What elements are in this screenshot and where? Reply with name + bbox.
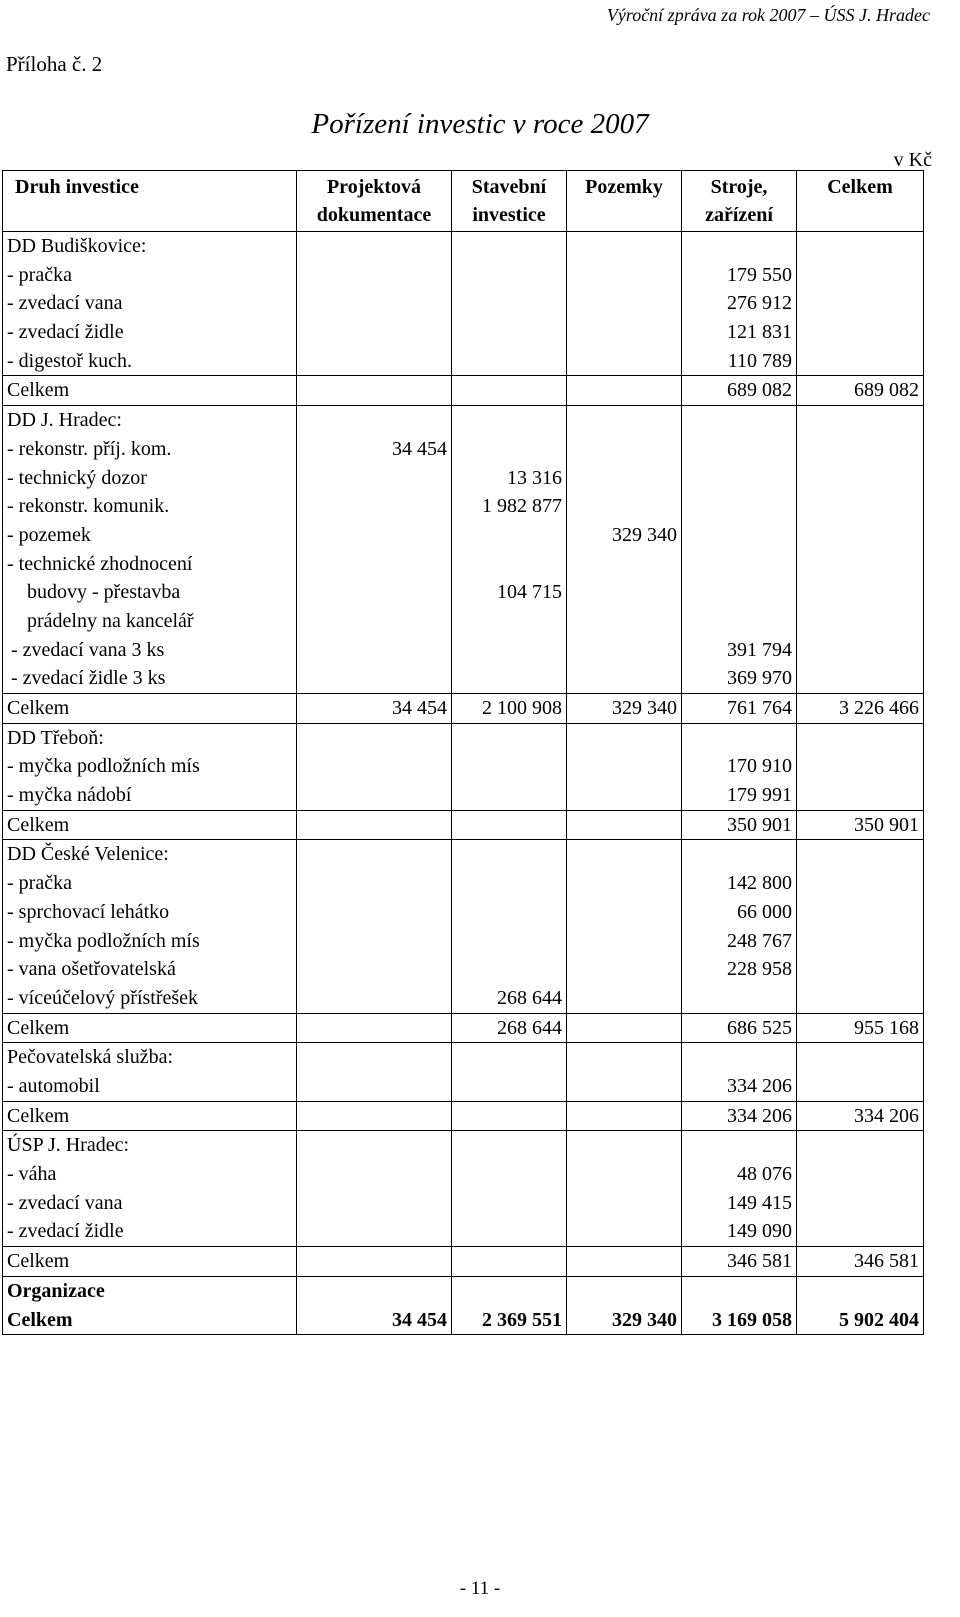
item-value — [301, 578, 447, 607]
value-cell-pozemky — [567, 840, 682, 1013]
section-total-row — [3, 694, 924, 724]
section-row — [3, 232, 924, 376]
item-value — [301, 289, 447, 318]
item-value: 268 644 — [497, 986, 562, 1009]
total-label: Celkem — [3, 1101, 297, 1131]
total-celkem: 689 082 — [797, 376, 924, 406]
item-value — [301, 984, 447, 1013]
total-projekt — [297, 1101, 452, 1131]
total-celkem: 350 901 — [797, 810, 924, 840]
item-value — [456, 550, 562, 579]
item-value: 179 991 — [727, 784, 792, 807]
item-value — [571, 347, 677, 376]
item-label: - pozemek — [7, 523, 91, 546]
item-value — [686, 607, 792, 636]
item-label: - automobil — [7, 1075, 100, 1097]
item-value — [456, 289, 562, 318]
item-value — [456, 869, 562, 898]
item-label: - rekonstr. komunik. — [7, 495, 170, 518]
section-label-cell — [3, 723, 297, 810]
item-value — [571, 435, 677, 464]
value-cell-celkem — [797, 840, 924, 1013]
item-value: 391 794 — [727, 638, 792, 661]
item-value — [571, 752, 677, 781]
item-value — [571, 1072, 677, 1101]
item-value — [456, 347, 562, 376]
section-name: DD Třeboň: — [7, 726, 104, 749]
section-row — [3, 1131, 924, 1247]
item-label: - technické zhodnocení — [7, 552, 193, 575]
item-value — [456, 1072, 562, 1101]
section-name: DD J. Hradec: — [7, 409, 122, 432]
section-row — [3, 406, 924, 694]
item-value — [301, 1072, 447, 1101]
item-value — [301, 752, 447, 781]
item-value — [686, 435, 792, 464]
total-stavebni — [452, 810, 567, 840]
item-value — [456, 636, 562, 665]
item-label: prádelny na kancelář — [27, 609, 194, 632]
item-value — [571, 492, 677, 521]
value-cell-stavebni — [452, 723, 567, 810]
item-value — [571, 464, 677, 493]
item-value — [456, 1160, 562, 1189]
investment-table — [2, 170, 924, 1335]
item-value: 228 958 — [727, 958, 792, 981]
total-projekt — [297, 810, 452, 840]
item-value — [571, 781, 677, 810]
item-value: 329 340 — [612, 523, 677, 546]
item-label: - sprchovací lehátko — [7, 900, 170, 923]
total-projekt: 34 454 — [297, 694, 452, 724]
total-pozemky — [567, 1013, 682, 1043]
value-cell-projekt — [297, 406, 452, 694]
item-value: 149 415 — [727, 1191, 792, 1214]
section-row — [3, 840, 924, 1013]
item-value — [571, 636, 677, 665]
section-label-cell — [3, 406, 297, 694]
value-cell-strojni — [682, 840, 797, 1013]
item-value: 34 454 — [392, 437, 447, 460]
item-value: 276 912 — [727, 292, 792, 315]
item-value — [571, 318, 677, 347]
item-label: - pračka — [7, 263, 72, 286]
item-label: - zvedací vana — [7, 1191, 123, 1214]
item-value — [456, 898, 562, 927]
total-label: Celkem — [3, 1247, 297, 1277]
currency-label: v Kč — [893, 149, 932, 171]
value-cell-pozemky — [567, 232, 682, 376]
value-cell-stavebni — [452, 840, 567, 1013]
total-pozemky: 329 340 — [567, 694, 682, 724]
item-value — [571, 289, 677, 318]
item-value — [301, 927, 447, 956]
item-value: 369 970 — [727, 667, 792, 690]
item-value — [301, 464, 447, 493]
section-label-cell — [3, 232, 297, 376]
total-stavebni: 2 100 908 — [452, 694, 567, 724]
item-value — [301, 347, 447, 376]
section-total-row — [3, 1101, 924, 1131]
item-value — [456, 781, 562, 810]
item-value: 110 789 — [727, 349, 792, 372]
item-value — [686, 578, 792, 607]
item-value — [301, 521, 447, 550]
table-body — [3, 232, 924, 1335]
value-cell-stavebni — [452, 1043, 567, 1101]
item-value — [456, 1189, 562, 1218]
item-value — [456, 435, 562, 464]
section-name: Pečovatelská služba: — [7, 1046, 174, 1069]
section-total-row — [3, 810, 924, 840]
total-stavebni — [452, 1101, 567, 1131]
total-projekt — [297, 376, 452, 406]
table-header-row — [3, 171, 924, 232]
item-value: 170 910 — [727, 755, 792, 778]
item-label: - zvedací židle — [7, 321, 124, 344]
grand-total-pozemky: 329 340 — [567, 1276, 682, 1334]
item-value: 149 090 — [727, 1220, 792, 1243]
value-cell-strojni — [682, 1043, 797, 1101]
item-value — [301, 1189, 447, 1218]
total-celkem: 346 581 — [797, 1247, 924, 1277]
item-label: - rekonstr. příj. kom. — [7, 437, 172, 460]
item-value — [571, 578, 677, 607]
item-value: 121 831 — [727, 321, 792, 344]
page-number: - 11 - — [459, 1578, 501, 1599]
item-value — [301, 664, 447, 693]
grand-total-projekt: 34 454 — [297, 1276, 452, 1334]
value-cell-stavebni — [452, 232, 567, 376]
item-value — [456, 1217, 562, 1246]
section-row — [3, 1043, 924, 1101]
value-cell-celkem — [797, 723, 924, 810]
total-stavebni — [452, 1247, 567, 1277]
item-value — [301, 898, 447, 927]
grand-total-label-line2: Celkem — [7, 1308, 73, 1331]
total-stavebni — [452, 376, 567, 406]
col-header-construction: Stavební investice — [452, 171, 567, 232]
value-cell-pozemky — [567, 406, 682, 694]
section-label-cell — [3, 840, 297, 1013]
value-cell-stavebni — [452, 406, 567, 694]
section-total-row — [3, 1247, 924, 1277]
item-label: - technický dozor — [7, 466, 147, 489]
item-value — [571, 261, 677, 290]
item-label: - digestoř kuch. — [7, 349, 132, 372]
col-header-land: Pozemky — [567, 171, 682, 232]
col-header-machines: Stroje, zařízení — [682, 171, 797, 232]
value-cell-celkem — [797, 1043, 924, 1101]
total-pozemky — [567, 1247, 682, 1277]
attachment-label: Příloha č. 2 — [6, 52, 103, 76]
grand-total-label-line1: Organizace — [7, 1279, 105, 1302]
item-value: 1 982 877 — [482, 495, 562, 518]
item-value — [301, 781, 447, 810]
item-value — [301, 869, 447, 898]
total-label: Celkem — [3, 1013, 297, 1043]
value-cell-strojni — [682, 232, 797, 376]
page-title: Pořízení investic v roce 2007 — [311, 108, 649, 140]
item-label: - zvedací židle — [7, 1220, 124, 1243]
value-cell-strojni — [682, 406, 797, 694]
item-value — [456, 318, 562, 347]
section-name: DD Budiškovice: — [7, 235, 147, 257]
total-celkem: 3 226 466 — [797, 694, 924, 724]
item-label: - víceúčelový přístřešek — [7, 986, 199, 1009]
item-value — [686, 492, 792, 521]
total-projekt — [297, 1013, 452, 1043]
col-header-type: Druh investice — [3, 171, 297, 232]
item-value — [301, 607, 447, 636]
item-value — [301, 636, 447, 665]
item-value — [571, 664, 677, 693]
total-stroje: 686 525 — [682, 1013, 797, 1043]
item-label: - váha — [7, 1163, 57, 1186]
item-value: 179 550 — [727, 263, 792, 286]
col-header-total: Celkem — [797, 171, 924, 232]
item-value: 104 715 — [497, 581, 562, 604]
value-cell-projekt — [297, 1131, 452, 1247]
item-label: - myčka nádobí — [7, 784, 132, 807]
grand-total-label — [3, 1276, 297, 1334]
item-value — [686, 984, 792, 1013]
value-cell-pozemky — [567, 723, 682, 810]
item-label: - pračka — [7, 872, 72, 895]
item-value — [301, 492, 447, 521]
item-value — [456, 521, 562, 550]
item-value — [301, 261, 447, 290]
item-value — [571, 550, 677, 579]
item-value — [571, 898, 677, 927]
value-cell-pozemky — [567, 1131, 682, 1247]
item-value — [301, 1160, 447, 1189]
total-stavebni: 268 644 — [452, 1013, 567, 1043]
total-pozemky — [567, 1101, 682, 1131]
item-value — [571, 869, 677, 898]
total-pozemky — [567, 810, 682, 840]
item-value: 66 000 — [737, 900, 792, 923]
item-value — [301, 1217, 447, 1246]
total-stroje: 334 206 — [682, 1101, 797, 1131]
value-cell-pozemky — [567, 1043, 682, 1101]
item-value — [456, 664, 562, 693]
value-cell-celkem — [797, 232, 924, 376]
item-value — [686, 521, 792, 550]
item-value — [456, 607, 562, 636]
item-value — [301, 955, 447, 984]
value-cell-strojni — [682, 1131, 797, 1247]
total-stroje: 761 764 — [682, 694, 797, 724]
item-label: - vana ošetřovatelská — [7, 958, 176, 981]
item-value — [301, 550, 447, 579]
item-label: - myčka podložních mís — [7, 755, 200, 778]
section-name: DD České Velenice: — [7, 843, 169, 866]
value-cell-projekt — [297, 232, 452, 376]
item-value — [686, 464, 792, 493]
total-stroje: 346 581 — [682, 1247, 797, 1277]
total-label: Celkem — [3, 810, 297, 840]
total-stroje: 689 082 — [682, 376, 797, 406]
total-label: Celkem — [3, 376, 297, 406]
total-stroje: 350 901 — [682, 810, 797, 840]
item-label: - zvedací židle 3 ks — [11, 667, 166, 690]
value-cell-strojni — [682, 723, 797, 810]
value-cell-projekt — [297, 723, 452, 810]
item-value — [456, 261, 562, 290]
section-total-row — [3, 1013, 924, 1043]
value-cell-projekt — [297, 840, 452, 1013]
value-cell-celkem — [797, 1131, 924, 1247]
item-value: 48 076 — [737, 1163, 792, 1186]
section-name: ÚSP J. Hradec: — [7, 1134, 130, 1157]
item-label: - zvedací vana — [7, 292, 123, 315]
item-value: 142 800 — [727, 872, 792, 895]
item-value — [456, 752, 562, 781]
report-header: Výroční zpráva za rok 2007 – ÚSS J. Hradec — [606, 5, 930, 25]
item-value — [686, 550, 792, 579]
item-value — [571, 1160, 677, 1189]
grand-total-row — [3, 1276, 924, 1334]
section-label-cell — [3, 1131, 297, 1247]
total-pozemky — [567, 376, 682, 406]
item-value — [571, 1217, 677, 1246]
grand-total-stavebni: 2 369 551 — [452, 1276, 567, 1334]
grand-total-celkem: 5 902 404 — [797, 1276, 924, 1334]
total-celkem: 955 168 — [797, 1013, 924, 1043]
value-cell-stavebni — [452, 1131, 567, 1247]
item-value: 248 767 — [727, 929, 792, 952]
item-value — [571, 955, 677, 984]
item-value — [571, 607, 677, 636]
value-cell-projekt — [297, 1043, 452, 1101]
section-label-cell — [3, 1043, 297, 1101]
total-label: Celkem — [3, 694, 297, 724]
col-header-project: Projektová dokumentace — [297, 171, 452, 232]
total-celkem: 334 206 — [797, 1101, 924, 1131]
item-value: 334 206 — [727, 1075, 792, 1097]
item-value — [571, 1189, 677, 1218]
item-label: - myčka podložních mís — [7, 929, 200, 952]
value-cell-celkem — [797, 406, 924, 694]
item-label: - zvedací vana 3 ks — [11, 638, 165, 661]
section-row — [3, 723, 924, 810]
section-total-row — [3, 376, 924, 406]
item-value — [456, 927, 562, 956]
item-value: 13 316 — [507, 466, 562, 489]
item-value — [571, 984, 677, 1013]
item-value — [456, 955, 562, 984]
item-value — [571, 927, 677, 956]
total-projekt — [297, 1247, 452, 1277]
item-value — [301, 318, 447, 347]
grand-total-stroje: 3 169 058 — [682, 1276, 797, 1334]
item-label: budovy - přestavba — [27, 581, 181, 604]
